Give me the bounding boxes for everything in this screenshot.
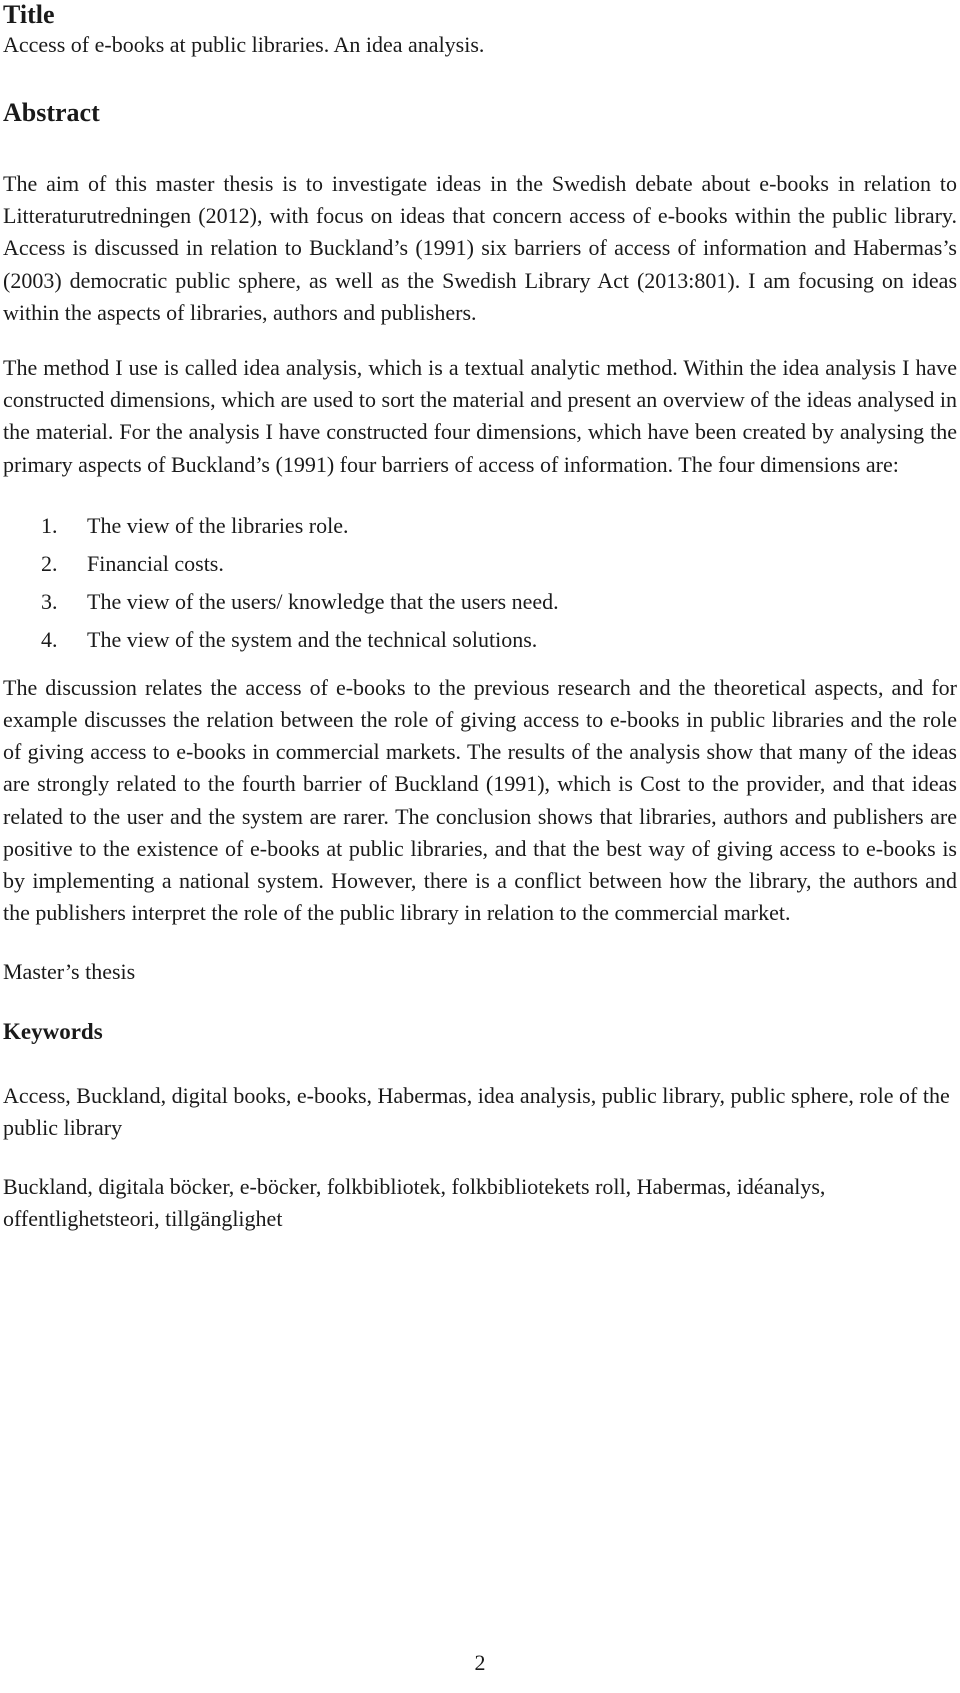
list-item-text: The view of the system and the technical solutions. <box>87 626 538 652</box>
list-item-number: 3. <box>41 588 58 614</box>
thesis-title: Access of e-books at public libraries. An idea analysis. <box>3 32 485 57</box>
list-item-number: 2. <box>41 550 58 576</box>
document-page <box>3 0 957 1235</box>
page-number: 2 <box>474 1650 486 1675</box>
keywords-english: Access, Buckland, digital books, e-books, Habermas, idea analysis, public library, public sphere, role of the public library <box>3 1083 950 1141</box>
keywords-swedish: Buckland, digitala böcker, e-böcker, folkbibliotek, folkbibliotekets roll, Habermas, idéanalys, offentlighetsteori, tillgänglighet <box>3 1174 826 1232</box>
dimensions-list <box>3 507 957 659</box>
list-item-text: The view of the libraries role. <box>87 512 349 538</box>
list-item-number: 1. <box>41 512 58 538</box>
abstract-heading: Abstract <box>3 98 100 127</box>
list-item <box>3 583 957 621</box>
title-heading: Title <box>3 0 55 29</box>
list-item <box>3 507 957 545</box>
abstract-paragraph-method: The method I use is called idea analysis, which is a textual analytic method. Within the idea analysis I have constructed dimensions, which are used to sort the material and present an overview of the ideas analysed in the material. For the analysis I have constructed four dimensions, which have been created by analysing the primary aspects of Buckland’s (1991) four barriers of access of information. The four dimensions are: <box>3 355 957 477</box>
list-item <box>3 621 957 659</box>
abstract-paragraph-discussion: The discussion relates the access of e-books to the previous research and the theoretical aspects, and for example discusses the relation between the role of giving access to e-books in public libraries and the role of giving access to e-books in commercial markets. The results of the analysis show that many of the ideas are strongly related to the fourth barrier of Buckland (1991), which is Cost to the provider, and that ideas related to the user and the system are rarer. The conclusion shows that libraries, authors and publishers are positive to the existence of e-books at public libraries, and that the best way of giving access to e-books is by implementing a national system. However, there is a conflict between how the library, the authors and the publishers interpret the role of the public library in relation to the commercial market. <box>3 674 957 926</box>
list-item-number: 4. <box>41 626 58 652</box>
list-item-text: Financial costs. <box>87 550 224 576</box>
list-item-text: The view of the users/ knowledge that the users need. <box>87 588 559 614</box>
abstract-paragraph-aim: The aim of this master thesis is to investigate ideas in the Swedish debate about e-books in relation to Litteraturutredningen (2012), with focus on ideas that concern access of e-books within the public library. Access is discussed in relation to Buckland’s (1991) six barriers of access of information and Habermas’s (2003) democratic public sphere, as well as the Swedish Library Act (2013:801). I am focusing on ideas within the aspects of libraries, authors and publishers. <box>3 171 957 325</box>
thesis-type: Master’s thesis <box>3 959 136 985</box>
list-item <box>3 545 957 583</box>
keywords-heading: Keywords <box>3 1019 103 1045</box>
